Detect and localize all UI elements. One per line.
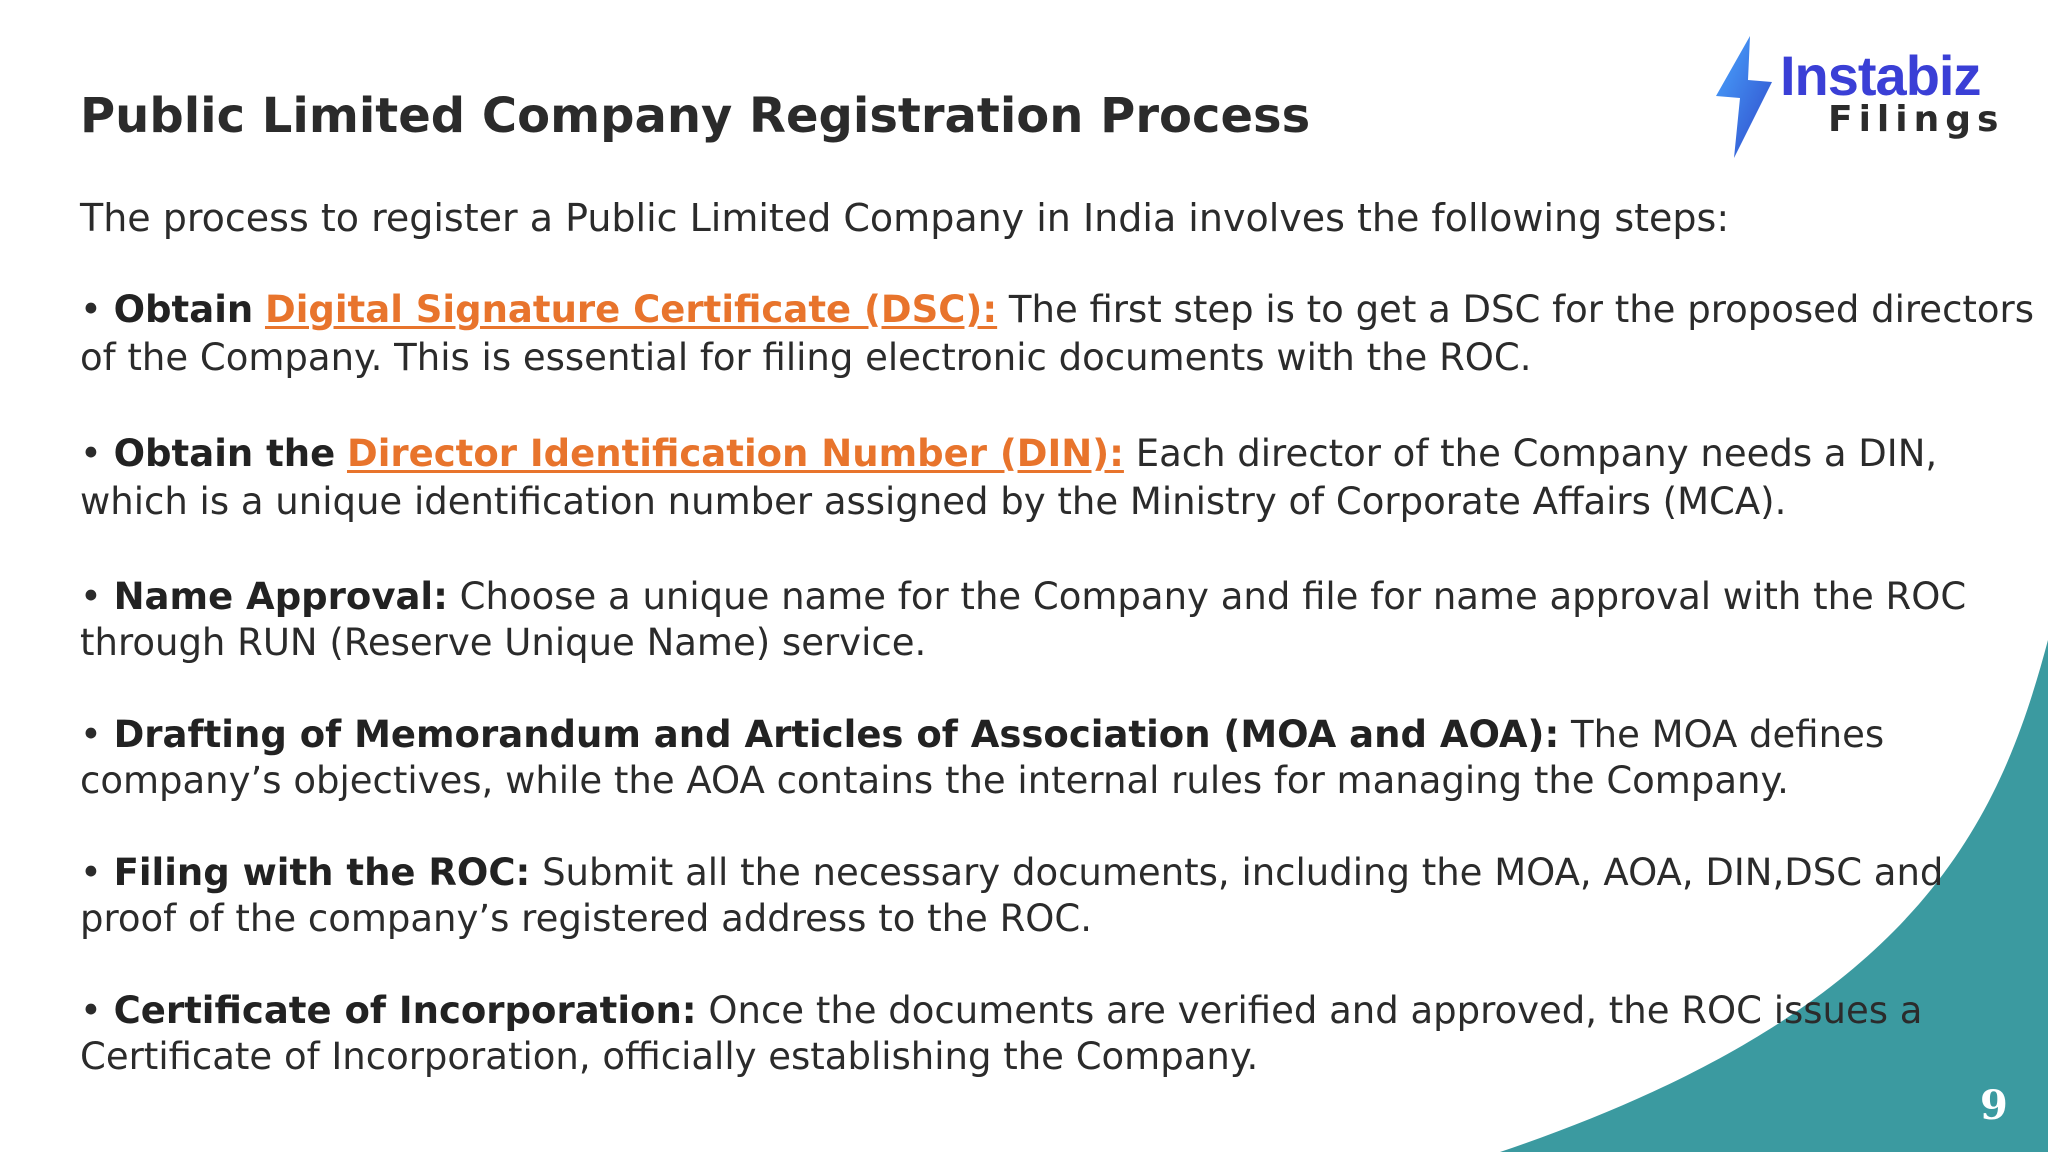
bullet: • xyxy=(80,989,102,1032)
step-din xyxy=(80,430,1960,526)
bullet: • xyxy=(80,713,102,756)
bullet: • xyxy=(80,851,102,894)
logo-wordmark: Instabiz xyxy=(1780,44,1981,107)
page-title: Public Limited Company Registration Process xyxy=(80,88,1311,144)
din-link[interactable]: Director Identification Number (DIN): xyxy=(346,432,1124,475)
bullet: • xyxy=(80,432,102,475)
intro-text: The process to register a Public Limited Company in India involves the following steps: xyxy=(80,196,1730,240)
step-text: Submit all the necessary documents, including the MOA, AOA, DIN,DSC and xyxy=(542,851,1944,894)
bullet: • xyxy=(80,575,102,618)
step-text: Each director of the Company needs a DIN, xyxy=(1135,432,1938,475)
step-heading: Name Approval: xyxy=(113,575,448,618)
page-number: 9 xyxy=(1980,1082,2008,1129)
step-moa-aoa xyxy=(80,712,1960,804)
bullet: • xyxy=(80,288,102,331)
lightning-bolt-icon xyxy=(1710,34,1780,164)
step-text-continued: company’s objectives, while the AOA contains the internal rules for managing the Company. xyxy=(80,759,1789,802)
step-roc-filing xyxy=(80,850,1960,942)
step-bold-prefix: Obtain xyxy=(113,288,254,331)
step-text-continued: through RUN (Reserve Unique Name) service. xyxy=(80,621,927,664)
step-text: The MOA defines xyxy=(1571,713,1885,756)
instabiz-logo xyxy=(1710,34,2010,164)
step-name-approval xyxy=(80,574,1967,666)
step-text-continued: proof of the company’s registered address to the ROC. xyxy=(80,897,1093,940)
logo-subtitle: Filings xyxy=(1828,99,2005,140)
step-text: The first step is to get a DSC for the proposed directors xyxy=(1008,288,2035,331)
step-text: Once the documents are verified and approved, the ROC issues a xyxy=(708,989,1923,1032)
step-bold-prefix: Obtain the xyxy=(113,432,336,475)
step-heading: Filing with the ROC: xyxy=(113,851,531,894)
step-text-continued: Certificate of Incorporation, officially establishing the Company. xyxy=(80,1035,1259,1078)
step-text-continued: which is a unique identification number assigned by the Ministry of Corporate Affairs (MCA). xyxy=(80,480,1787,523)
step-text: Choose a unique name for the Company and file for name approval with the ROC xyxy=(459,575,1967,618)
dsc-link[interactable]: Digital Signature Certificate (DSC): xyxy=(264,288,998,331)
step-dsc xyxy=(80,286,2035,382)
step-heading: Certificate of Incorporation: xyxy=(113,989,697,1032)
step-heading: Drafting of Memorandum and Articles of Association (MOA and AOA): xyxy=(113,713,1560,756)
step-incorporation xyxy=(80,988,1960,1080)
step-text-continued: of the Company. This is essential for filing electronic documents with the ROC. xyxy=(80,336,1532,379)
